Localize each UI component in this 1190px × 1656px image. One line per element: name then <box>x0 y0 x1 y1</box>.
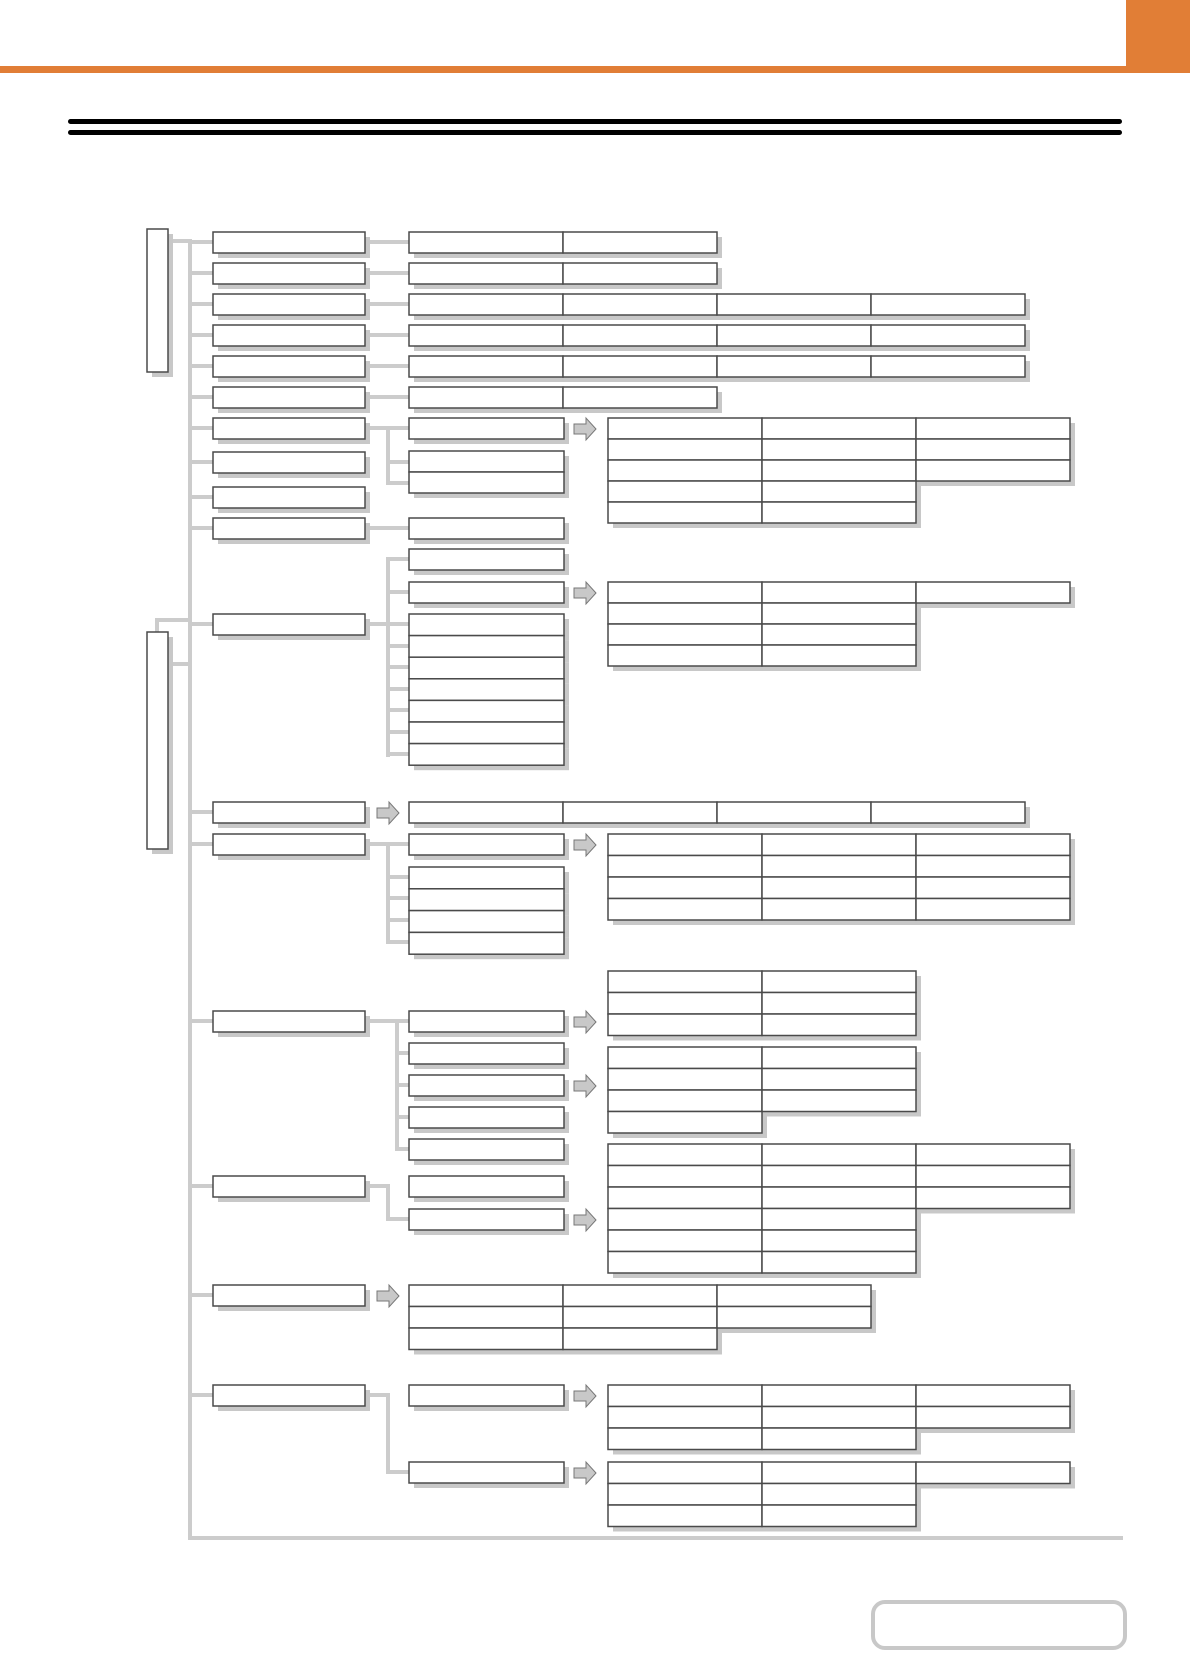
menu-cell <box>213 452 365 473</box>
level2-box <box>409 1011 569 1037</box>
menu-cell <box>409 657 564 679</box>
menu-cell <box>608 603 762 624</box>
menu-cell <box>409 472 564 493</box>
menu-cell <box>762 582 916 603</box>
menu-cell <box>409 1011 564 1032</box>
menu-cell <box>213 802 365 823</box>
menu-cell <box>762 1505 916 1527</box>
menu-cell <box>409 636 564 658</box>
menu-cell <box>213 1176 365 1197</box>
menu-cell <box>608 1462 762 1484</box>
level1-box <box>213 1011 370 1037</box>
menu-cell <box>409 1139 564 1160</box>
menu-cell <box>409 1462 564 1483</box>
menu-cell <box>409 582 564 603</box>
level2-box <box>409 1176 569 1202</box>
menu-cell <box>762 1166 916 1188</box>
menu-cell <box>762 1428 916 1450</box>
menu-cell <box>213 487 365 508</box>
right-arrow-icon <box>574 1209 596 1231</box>
menu-cell <box>409 1107 564 1128</box>
menu-cell <box>608 1069 762 1091</box>
menu-cell <box>409 679 564 701</box>
menu-cell <box>409 700 564 722</box>
menu-cell <box>762 1090 916 1112</box>
menu-cell <box>717 1307 871 1329</box>
menu-cell <box>409 263 563 284</box>
menu-cell <box>563 356 717 377</box>
level3-table <box>608 971 921 1041</box>
level2-box <box>409 518 569 544</box>
menu-cell <box>213 232 365 253</box>
menu-cell <box>409 911 564 933</box>
menu-cell <box>608 1385 762 1407</box>
menu-cell <box>916 582 1070 603</box>
menu-cell <box>409 518 564 539</box>
menu-cell <box>762 624 916 645</box>
level2-row <box>409 232 722 258</box>
menu-cell <box>916 439 1070 460</box>
menu-cell <box>871 294 1025 315</box>
menu-cell <box>409 549 564 570</box>
menu-cell <box>409 1307 563 1329</box>
menu-cell <box>916 460 1070 481</box>
menu-cell <box>563 1328 717 1350</box>
level3-table <box>608 582 1075 671</box>
right-arrow-icon <box>574 834 596 856</box>
level1-box <box>213 614 370 640</box>
menu-cell <box>762 481 916 502</box>
menu-cell <box>717 1285 871 1307</box>
menu-cell <box>563 802 717 823</box>
menu-cell <box>916 1166 1070 1188</box>
menu-cell <box>213 1285 365 1306</box>
menu-cell <box>608 856 762 878</box>
menu-cell <box>213 834 365 855</box>
menu-cell <box>762 645 916 666</box>
level1-box <box>213 418 370 444</box>
menu-cell <box>608 645 762 666</box>
level2-box <box>409 549 569 575</box>
menu-cell <box>409 1285 563 1307</box>
menu-cell <box>563 325 717 346</box>
menu-cell <box>213 614 365 635</box>
level2-box <box>409 1043 569 1069</box>
menu-cell <box>409 932 564 954</box>
level1-box <box>213 834 370 860</box>
menu-cell <box>409 834 564 855</box>
menu-cell <box>409 1328 563 1350</box>
menu-cell <box>213 263 365 284</box>
level2-table <box>409 1285 876 1355</box>
menu-cell <box>213 294 365 315</box>
right-arrow-icon <box>377 802 399 824</box>
level3-table <box>608 834 1075 925</box>
menu-cell <box>762 1069 916 1091</box>
right-arrow-icon <box>574 1462 596 1484</box>
menu-cell <box>608 1252 762 1274</box>
menu-cell <box>608 1112 762 1134</box>
menu-cell <box>762 439 916 460</box>
menu-cell <box>409 356 563 377</box>
level2-row <box>409 325 1030 351</box>
menu-cell <box>409 1043 564 1064</box>
menu-cell <box>762 1187 916 1209</box>
menu-cell <box>409 451 564 472</box>
menu-cell <box>717 356 871 377</box>
menu-cell <box>409 744 564 766</box>
level2-box <box>409 582 569 608</box>
menu-cell <box>409 325 563 346</box>
menu-cell <box>213 418 365 439</box>
menu-cell <box>608 1505 762 1527</box>
menu-cell <box>916 1187 1070 1209</box>
level2-stack <box>409 614 569 770</box>
menu-cell <box>916 899 1070 921</box>
menu-cell <box>762 1462 916 1484</box>
menu-cell <box>563 1307 717 1329</box>
menu-cell <box>717 294 871 315</box>
menu-cell <box>916 856 1070 878</box>
menu-cell <box>762 971 916 993</box>
menu-cell <box>871 802 1025 823</box>
right-arrow-icon <box>574 1075 596 1097</box>
menu-cell <box>762 899 916 921</box>
level2-row <box>409 263 722 289</box>
menu-cell <box>147 229 168 372</box>
menu-cell <box>213 387 365 408</box>
menu-cell <box>409 294 563 315</box>
level3-table <box>608 418 1075 528</box>
level2-box <box>409 1209 569 1235</box>
menu-cell <box>762 993 916 1015</box>
menu-cell <box>563 294 717 315</box>
right-arrow-icon <box>574 1385 596 1407</box>
level1-box <box>213 325 370 351</box>
level1-box <box>213 356 370 382</box>
menu-cell <box>608 1144 762 1166</box>
menu-cell <box>409 387 563 408</box>
menu-cell <box>916 1407 1070 1429</box>
menu-cell <box>608 1166 762 1188</box>
menu-cell <box>608 502 762 523</box>
menu-cell <box>608 481 762 502</box>
level1-box <box>213 487 370 513</box>
level1-box <box>213 1285 370 1311</box>
menu-cell <box>916 418 1070 439</box>
menu-cell <box>608 1187 762 1209</box>
menu-cell <box>916 1462 1070 1484</box>
level3-table <box>608 1047 921 1138</box>
level2-box <box>409 418 569 444</box>
menu-cell <box>916 834 1070 856</box>
right-arrow-icon <box>574 582 596 604</box>
level2-box <box>409 834 569 860</box>
level2-box <box>409 1385 569 1411</box>
level1-box <box>213 294 370 320</box>
level3-table <box>608 1385 1075 1455</box>
menu-cell <box>717 325 871 346</box>
menu-cell <box>563 263 717 284</box>
menu-cell <box>762 856 916 878</box>
level1-box <box>213 518 370 544</box>
level1-box <box>213 1176 370 1202</box>
menu-cell <box>608 1428 762 1450</box>
menu-cell <box>409 1075 564 1096</box>
menu-cell <box>409 614 564 636</box>
menu-cell <box>608 877 762 899</box>
level1-box <box>213 802 370 828</box>
menu-cell <box>762 877 916 899</box>
tree-boxes <box>147 229 1075 1532</box>
menu-cell <box>409 418 564 439</box>
menu-cell <box>409 802 563 823</box>
right-arrow-icon <box>574 1011 596 1033</box>
menu-cell <box>608 1090 762 1112</box>
menu-cell <box>608 1484 762 1506</box>
menu-cell <box>608 439 762 460</box>
page-number-box <box>871 1600 1127 1650</box>
menu-cell <box>608 1014 762 1036</box>
menu-cell <box>608 1407 762 1429</box>
menu-cell <box>409 232 563 253</box>
menu-cell <box>717 802 871 823</box>
right-arrow-icon <box>574 418 596 440</box>
menu-cell <box>871 325 1025 346</box>
menu-cell <box>608 624 762 645</box>
menu-cell <box>762 1047 916 1069</box>
level1-box <box>213 452 370 478</box>
menu-cell <box>762 1484 916 1506</box>
level1-box <box>213 232 370 258</box>
root-box-2 <box>147 632 173 854</box>
menu-cell <box>147 632 168 849</box>
menu-cell <box>563 1285 717 1307</box>
menu-cell <box>409 722 564 744</box>
menu-cell <box>762 1144 916 1166</box>
menu-cell <box>563 232 717 253</box>
level2-row <box>409 356 1030 382</box>
menu-cell <box>762 1209 916 1231</box>
menu-cell <box>762 460 916 481</box>
menu-cell <box>762 834 916 856</box>
level2-box <box>409 1075 569 1101</box>
level2-box <box>409 1462 569 1488</box>
level2-stack <box>409 867 569 959</box>
level3-table <box>608 1144 1075 1278</box>
menu-cell <box>608 1230 762 1252</box>
menu-cell <box>563 387 717 408</box>
menu-cell <box>409 867 564 889</box>
menu-cell <box>608 1209 762 1231</box>
menu-cell <box>608 582 762 603</box>
level2-row <box>409 387 722 413</box>
menu-cell <box>871 356 1025 377</box>
menu-cell <box>409 1209 564 1230</box>
root-box-1 <box>147 229 173 377</box>
level1-box <box>213 1385 370 1411</box>
menu-cell <box>916 1385 1070 1407</box>
menu-cell <box>213 518 365 539</box>
menu-cell <box>762 1385 916 1407</box>
menu-cell <box>762 502 916 523</box>
menu-cell <box>762 1014 916 1036</box>
menu-cell <box>608 460 762 481</box>
menu-cell <box>409 1385 564 1406</box>
menu-cell <box>409 1176 564 1197</box>
menu-cell <box>608 993 762 1015</box>
menu-cell <box>213 1385 365 1406</box>
right-arrow-icon <box>377 1285 399 1307</box>
level2-box <box>409 1139 569 1165</box>
level1-box <box>213 263 370 289</box>
menu-cell <box>608 971 762 993</box>
menu-cell <box>213 356 365 377</box>
menu-cell <box>762 1252 916 1274</box>
level1-box <box>213 387 370 413</box>
menu-cell <box>608 418 762 439</box>
level2-box <box>409 1107 569 1133</box>
menu-cell <box>916 877 1070 899</box>
menu-cell <box>608 834 762 856</box>
level2-row <box>409 802 1030 828</box>
menu-cell <box>916 1144 1070 1166</box>
menu-cell <box>762 1407 916 1429</box>
level3-table <box>608 1462 1075 1532</box>
level2-row <box>409 294 1030 320</box>
menu-cell <box>213 1011 365 1032</box>
menu-cell <box>409 889 564 911</box>
level2-stack <box>409 451 569 498</box>
menu-cell <box>762 1230 916 1252</box>
menu-cell <box>762 418 916 439</box>
menu-cell <box>608 1047 762 1069</box>
menu-cell <box>762 603 916 624</box>
menu-cell <box>213 325 365 346</box>
menu-cell <box>608 899 762 921</box>
